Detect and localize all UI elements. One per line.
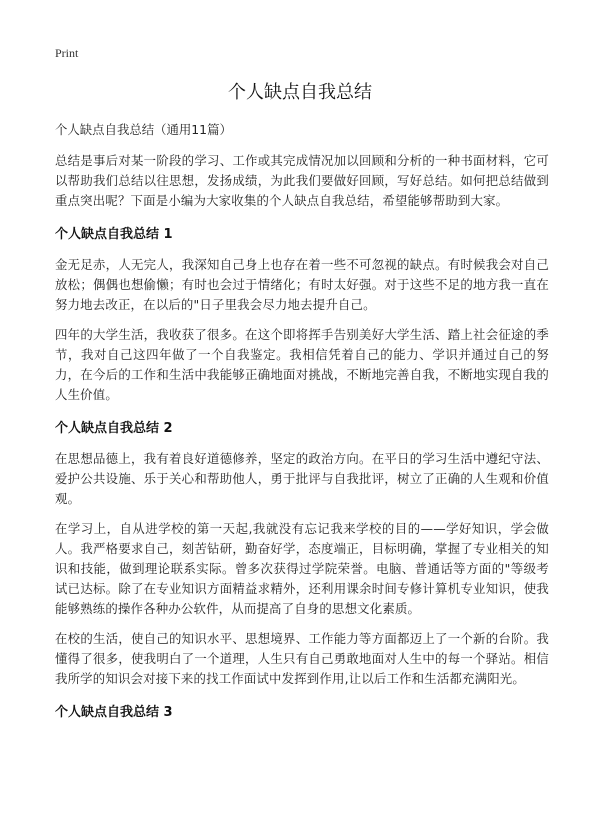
section-heading-3: 个人缺点自我总结 3 xyxy=(55,705,173,720)
section-1-paragraph-2: 四年的大学生活，我收获了很多。在这个即将挥手告别美好大学生活、踏上社会征途的季节，我对自己这四年做了一个自我鉴定。我相信凭着自己的能力、学识并通过自己的努力，在今后的工作和生活中我能够正确地面对挑战，不断地完善自我，不断地实现自我的人生价值。 xyxy=(55,327,549,402)
section-2-paragraph-2: 在学习上，自从进学校的第一天起,我就没有忘记我来学校的目的——学好知识，学会做人。我严格要求自己，刻苦钻研，勤奋好学，态度端正，目标明确，掌握了专业相关的知识和技能，做到理论联系实际。曾多次获得过学院荣誉。电脑、普通话等方面的"等级考试已达标。除了在专业知识方面精益求精外，还利用课余时间专修计算机专业知识，使我能够熟练的操作各种办公软件，从而提高了自身的思想文化素质。 xyxy=(55,521,549,616)
print-link[interactable]: Print xyxy=(55,46,79,60)
section-1-paragraph-1: 金无足赤，人无完人，我深知自己身上也存在着一些不可忽视的缺点。有时候我会对自己放松；偶偶也想偷懒；有时也会过于情绪化；有时太好强。对于这些不足的地方我一直在努力地去改正，在以后的"日子里我会尽力地去提升自己。 xyxy=(55,257,549,312)
section-heading-1: 个人缺点自我总结 1 xyxy=(55,227,173,242)
document-subtitle: 个人缺点自我总结（通用11篇） xyxy=(55,122,232,137)
document-body xyxy=(55,120,549,733)
page-title: 个人缺点自我总结 xyxy=(228,82,372,103)
section-2-paragraph-1: 在思想品德上，我有着良好道德修养，坚定的政治方向。在平日的学习生活中遵纪守法、爱护公共设施、乐于关心和帮助他人，勇于批评与自我批评，树立了正确的人生观和价值观。 xyxy=(55,451,549,506)
section-heading-2: 个人缺点自我总结 2 xyxy=(55,421,173,436)
section-2-paragraph-3: 在校的生活，使自己的知识水平、思想境界、工作能力等方面都迈上了一个新的台阶。我懂得了很多，使我明白了一个道理，人生只有自己勇敢地面对人生中的每一个驿站。相信我所学的知识会对接下来的找工作面试中发挥到作用,让以后工作和生活都充满阳光。 xyxy=(55,631,549,686)
intro-paragraph: 总结是事后对某一阶段的学习、工作或其完成情况加以回顾和分析的一种书面材料，它可以帮助我们总结以往思想，发扬成绩，为此我们要做好回顾，写好总结。如何把总结做到重点突出呢？下面是小编为大家收集的个人缺点自我总结，希望能够帮助到大家。 xyxy=(55,153,549,208)
